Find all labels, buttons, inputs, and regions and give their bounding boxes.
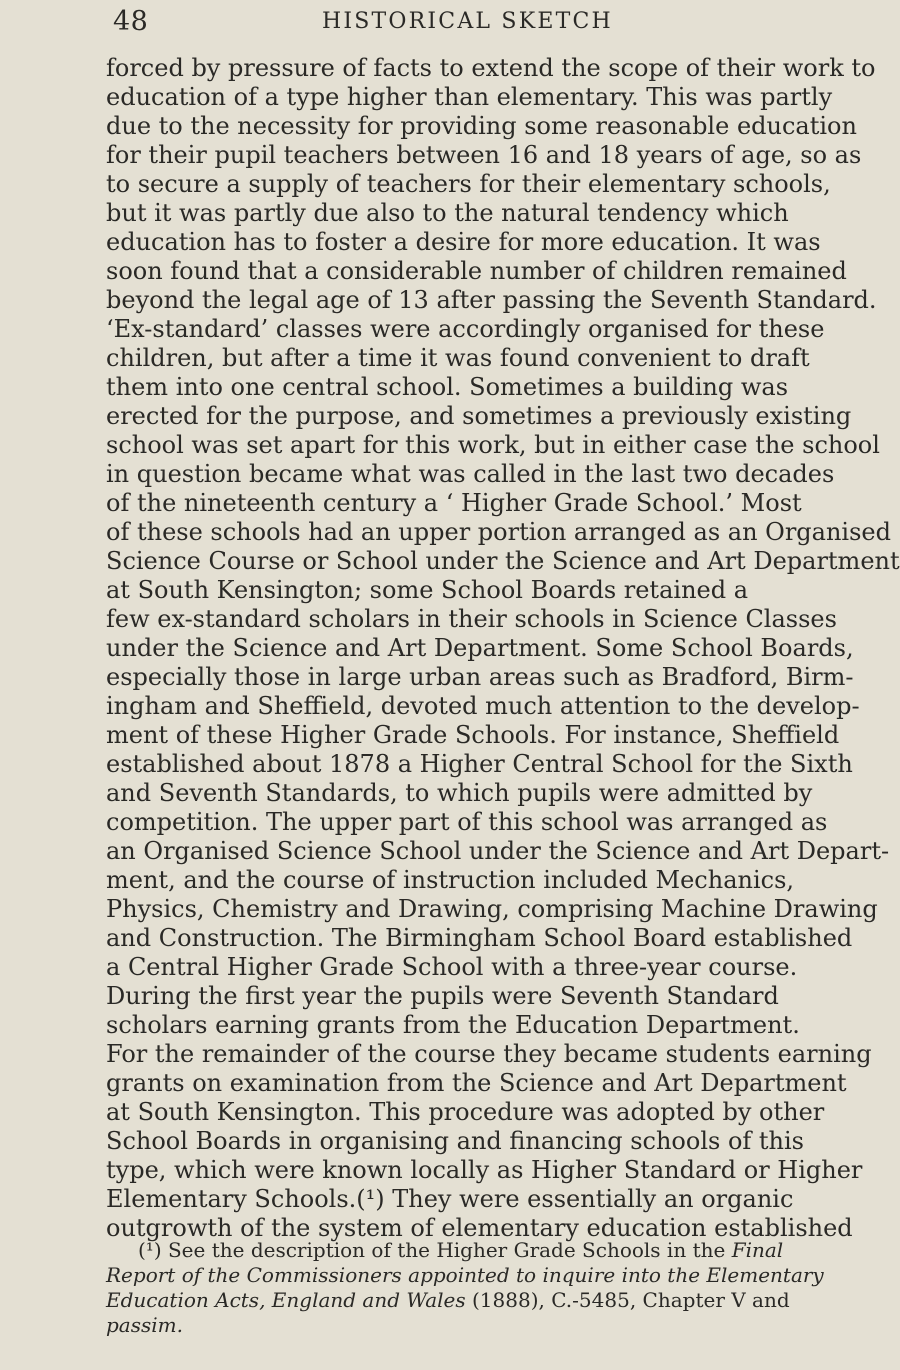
text-line: under the Science and Art Department. Some School Boards,	[106, 634, 854, 662]
page-number: 48	[113, 6, 149, 37]
text-line: established about 1878 a Higher Central School for the Sixth	[106, 750, 853, 778]
text-line: education of a type higher than elementary. This was partly	[106, 83, 833, 111]
text-line: in question became what was called in the last two decades	[106, 460, 835, 488]
text-line: Elementary Schools.(¹) They were essentially an organic	[106, 1185, 794, 1213]
running-head	[0, 2, 800, 42]
text-line: During the first year the pupils were Seventh Standard	[106, 982, 779, 1010]
text-line: a Central Higher Grade School with a three-year course.	[106, 953, 798, 981]
text-line: scholars earning grants from the Education Department.	[106, 1011, 800, 1039]
text-line: ment of these Higher Grade Schools. For instance, Sheffield	[106, 721, 840, 749]
text-line: School Boards in organising and financing schools of this	[106, 1127, 804, 1155]
footnote	[106, 1238, 824, 1338]
text-line: them into one central school. Sometimes a building was	[106, 373, 789, 401]
text-line: ‘Ex-standard’ classes were accordingly organised for these	[106, 315, 825, 343]
text-line: and Construction. The Birmingham School Board established	[106, 924, 853, 952]
running-title: HISTORICAL SKETCH	[322, 9, 613, 34]
text-line: grants on examination from the Science and Art Department	[106, 1069, 847, 1097]
text-line: school was set apart for this work, but in either case the school	[106, 431, 880, 459]
text-line: due to the necessity for providing some reasonable education	[106, 112, 857, 140]
text-line: for their pupil teachers between 16 and 18 years of age, so as	[106, 141, 862, 169]
text-line: of the nineteenth century a ‘ Higher Grade School.’ Most	[106, 489, 802, 517]
text-line: and Seventh Standards, to which pupils were admitted by	[106, 779, 813, 807]
text-line: few ex-standard scholars in their schools in Science Classes	[106, 605, 837, 633]
text-line: Physics, Chemistry and Drawing, comprising Machine Drawing	[106, 895, 878, 923]
text-line: especially those in large urban areas such as Bradford, Birm-	[106, 663, 854, 691]
text-line: of these schools had an upper portion arranged as an Organised	[106, 518, 891, 546]
footnote-line: passim.	[106, 1313, 183, 1337]
footnote-line: Report of the Commissioners appointed to inquire into the Elementary	[106, 1263, 824, 1287]
text-line: soon found that a considerable number of children remained	[106, 257, 847, 285]
text-line: education has to foster a desire for more education. It was	[106, 228, 821, 256]
text-line: forced by pressure of facts to extend the scope of their work to	[106, 54, 876, 82]
text-line: outgrowth of the system of elementary education established	[106, 1214, 853, 1242]
text-line: children, but after a time it was found convenient to draft	[106, 344, 810, 372]
footnote-line: (¹) See the description of the Higher Grade Schools in the Final	[138, 1238, 784, 1262]
text-line: to secure a supply of teachers for their elementary schools,	[106, 170, 831, 198]
body-text	[106, 54, 900, 1243]
text-line: at South Kensington. This procedure was adopted by other	[106, 1098, 825, 1126]
text-line: an Organised Science School under the Science and Art Depart-	[106, 837, 890, 865]
text-line: Science Course or School under the Science and Art Department	[106, 547, 900, 575]
footnote-marker: (¹)	[138, 1238, 162, 1262]
text-line: type, which were known locally as Higher Standard or Higher	[106, 1156, 863, 1184]
text-line: but it was partly due also to the natural tendency which	[106, 199, 789, 227]
text-line: competition. The upper part of this school was arranged as	[106, 808, 828, 836]
text-line: beyond the legal age of 13 after passing the Seventh Standard.	[106, 286, 877, 314]
text-line: erected for the purpose, and sometimes a previously existing	[106, 402, 852, 430]
text-line: For the remainder of the course they became students earning	[106, 1040, 872, 1068]
text-line: at South Kensington; some School Boards retained a	[106, 576, 749, 604]
text-line: ment, and the course of instruction included Mechanics,	[106, 866, 795, 894]
footnote-line: Education Acts, England and Wales (1888), C.-5485, Chapter V and	[106, 1288, 790, 1312]
text-line: ingham and Sheffield, devoted much attention to the develop-	[106, 692, 860, 720]
